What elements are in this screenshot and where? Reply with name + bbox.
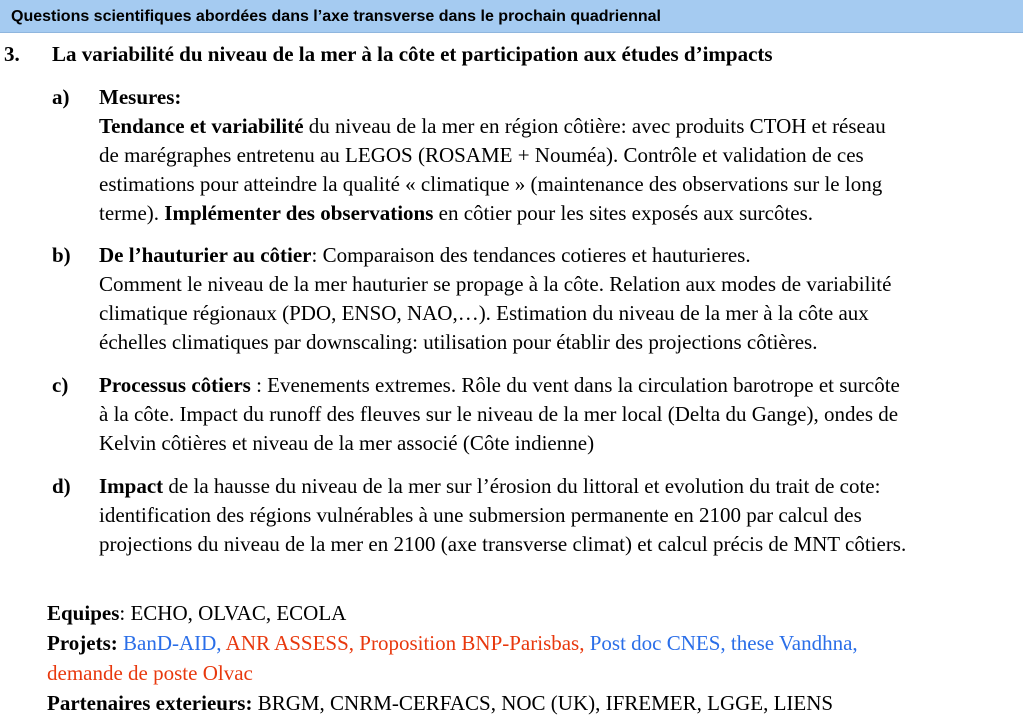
item-body — [99, 83, 1023, 228]
equipes-line: Equipes: ECHO, OLVAC, ECOLA — [47, 601, 347, 625]
project-link: demande de poste Olvac — [47, 661, 253, 685]
item-body — [99, 241, 1023, 357]
item-line: Comment le niveau de la mer hauturier se propage à la côte. Relation aux modes de variabilité — [99, 272, 892, 296]
item-line: de marégraphes entretenu au LEGOS (ROSAME + Nouméa). Contrôle et validation de ces — [99, 143, 864, 167]
section-title-text: La variabilité du niveau de la mer à la côte et participation aux études d’impacts — [52, 42, 773, 66]
item-body — [99, 472, 1023, 559]
item-heading: Mesures: — [99, 85, 182, 109]
item-letter: c) — [52, 373, 69, 397]
item-line: De l’hauturier au côtier: Comparaison des tendances cotieres et hauturieres. — [99, 243, 751, 267]
item-line: échelles climatiques par downscaling: utilisation pour établir des projections côtières. — [99, 330, 818, 354]
item-line: Processus côtiers : Evenements extremes. Rôle du vent dans la circulation barotrope et surcôte — [99, 373, 900, 397]
section-number: 3. — [4, 42, 20, 66]
item-line: Tendance et variabilité du niveau de la mer en région côtière: avec produits CTOH et réseau — [99, 114, 886, 138]
project-link: BanD-AID, — [117, 631, 222, 655]
partenaires-line: Partenaires exterieurs: BRGM, CNRM-CERFACS, NOC (UK), IFREMER, LGGE, LIENS — [47, 691, 834, 715]
header-bar — [0, 0, 1023, 33]
item-letter: d) — [52, 474, 71, 498]
item-line: climatique régionaux (PDO, ENSO, NAO,…). Estimation du niveau de la mer à la côte aux — [99, 301, 869, 325]
item-line: estimations pour atteindre la qualité « climatique » (maintenance des observations sur le long — [99, 172, 883, 196]
item-letter: a) — [52, 85, 70, 109]
item-line: à la côte. Impact du runoff des fleuves sur le niveau de la mer local (Delta du Gange), ondes de — [99, 402, 899, 426]
item-letter: b) — [52, 243, 71, 267]
project-link: Post doc CNES, these Vandhna, — [584, 631, 858, 655]
project-link: ANR ASSESS, Proposition BNP-Parisbas, — [221, 631, 585, 655]
projets-line: Projets: BanD-AID, ANR ASSESS, Proposition BNP-Parisbas, Post doc CNES, these Vandhna, — [47, 631, 858, 655]
item-line: Kelvin côtières et niveau de la mer associé (Côte indienne) — [99, 431, 595, 455]
projets-line-cont — [47, 658, 1017, 688]
footer-info — [47, 598, 1017, 718]
item-body — [99, 371, 1023, 458]
item-line: terme). Implémenter des observations en côtier pour les sites exposés aux surcôtes. — [99, 201, 814, 225]
header-title: Questions scientifiques abordées dans l’axe transverse dans le prochain quadriennal — [11, 8, 661, 25]
item-line: Impact de la hausse du niveau de la mer sur l’érosion du littoral et evolution du trait de cote: — [99, 474, 881, 498]
item-line: identification des régions vulnérables à une submersion permanente en 2100 par calcul des — [99, 503, 862, 527]
item-line: projections du niveau de la mer en 2100 (axe transverse climat) et calcul précis de MNT côtiers. — [99, 532, 907, 556]
